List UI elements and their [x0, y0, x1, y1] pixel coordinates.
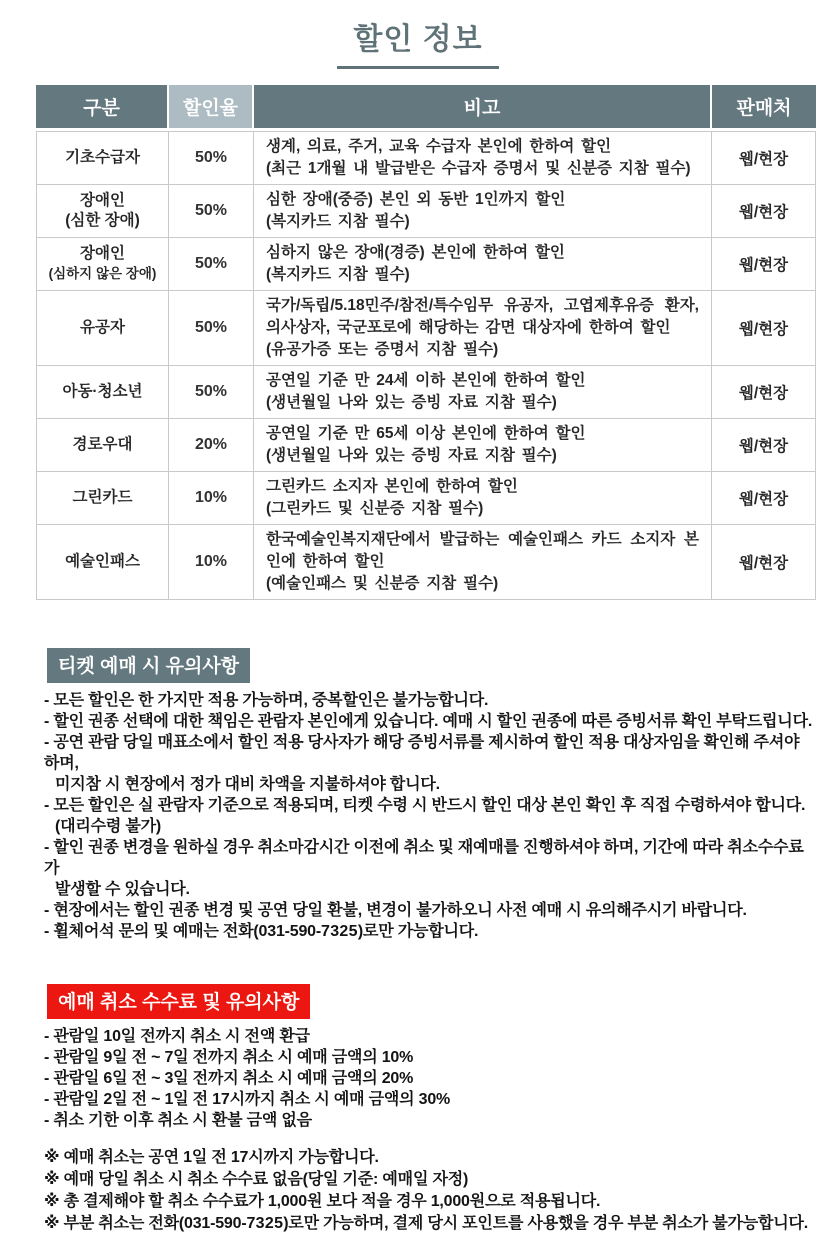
table-row [36, 291, 816, 366]
phone-line-post: )로만 가능합니다. [357, 923, 479, 940]
table-row [36, 238, 816, 291]
remark-line: (생년월일 나와 있는 증빙 자료 지참 필수) [266, 447, 557, 464]
remark-cell [254, 185, 712, 238]
rate-cell: 20% [169, 419, 254, 472]
header-remark: 비고 [254, 85, 712, 131]
ticket-notice-header: 티켓 예매 시 유의사항 [47, 648, 250, 683]
category-cell [36, 525, 169, 600]
remark-cell [254, 291, 712, 366]
remark-cell [254, 366, 712, 419]
remark-line: 심하지 않은 장애(경증) 본인에 한하여 할인 [266, 244, 565, 261]
discount-table [36, 85, 816, 600]
header-channel: 판매처 [712, 85, 816, 131]
notice-line: - 할인 권종 변경을 원하실 경우 취소마감시간 이전에 취소 및 재예매를 진행하셔야 하며, 기간에 따라 취소수수료가 [44, 839, 804, 877]
notice-line-continuation: (대리수령 불가) [55, 818, 162, 835]
table-row [36, 131, 816, 185]
rate-cell: 10% [169, 525, 254, 600]
notice-line: - 모든 할인은 실 관람자 기준으로 적용되며, 티켓 수령 시 반드시 할인 대상 본인 확인 후 직접 수령하셔야 합니다. [44, 797, 806, 814]
remark-cell [254, 238, 712, 291]
remark-line: 생계, 의료, 주거, 교육 수급자 본인에 한하여 할인 [266, 138, 612, 155]
category-cell [36, 472, 169, 525]
category-cell [36, 366, 169, 419]
category-label: 장애인 [80, 245, 125, 262]
category-label: 장애인 [80, 192, 125, 209]
channel-cell: 웹/현장 [712, 472, 816, 525]
notice-line: - 할인 권종 선택에 대한 책임은 관람자 본인에게 있습니다. 예매 시 할인 권종에 따른 증빙서류 확인 부탁드립니다. [44, 713, 813, 730]
phone-number-bold: 7325 [246, 1215, 284, 1232]
note-line: ※ 예매 취소는 공연 1일 전 17시까지 가능합니다. [44, 1149, 379, 1166]
wheelchair-phone-line [44, 921, 816, 942]
remark-line: 그린카드 소지자 본인에 한하여 할인 [266, 478, 518, 495]
phone-line-pre: - 휠체어석 문의 및 예매는 전화(031-590- [44, 923, 322, 940]
channel-cell: 웹/현장 [712, 525, 816, 600]
note-line: ※ 예매 당일 취소 시 취소 수수료 없음(당일 기준: 예매일 자정) [44, 1171, 469, 1188]
phone-line-post: )로만 가능하며, 결제 당시 포인트를 사용했을 경우 부분 취소가 불가능합니다. [283, 1215, 809, 1232]
remark-line: (복지카드 지참 필수) [266, 266, 410, 283]
channel-cell: 웹/현장 [712, 131, 816, 185]
table-row [36, 472, 816, 525]
cancel-fee-line: - 취소 기한 이후 취소 시 환불 금액 없음 [44, 1112, 312, 1129]
partial-cancel-phone-line [44, 1213, 816, 1235]
category-label: (심한 장애) [65, 212, 140, 229]
remark-line: 심한 장애(중증) 본인 외 동반 1인까지 할인 [266, 191, 566, 208]
channel-cell: 웹/현장 [712, 419, 816, 472]
remark-cell [254, 472, 712, 525]
cancel-fee-notes [44, 1147, 816, 1235]
remark-line: 한국예술인복지재단에서 발급하는 예술인패스 카드 소지자 본인에 한하여 할인 [266, 531, 699, 570]
table-row [36, 419, 816, 472]
cancel-fee-section [44, 984, 816, 1235]
category-label: 경로우대 [72, 436, 133, 453]
remark-line: (유공가증 또는 증명서 지참 필수) [266, 341, 499, 358]
cancel-fee-list [44, 1026, 816, 1131]
phone-number-bold: 7325 [321, 923, 358, 940]
remark-line: (최근 1개월 내 발급받은 수급자 증명서 및 신분증 지참 필수) [266, 160, 691, 177]
category-label: 그린카드 [72, 489, 133, 506]
channel-cell: 웹/현장 [712, 185, 816, 238]
remark-line: (복지카드 지참 필수) [266, 213, 410, 230]
channel-cell: 웹/현장 [712, 366, 816, 419]
rate-cell: 50% [169, 291, 254, 366]
remark-line: 공연일 기준 만 65세 이상 본인에 한하여 할인 [266, 425, 586, 442]
remark-cell [254, 525, 712, 600]
cancel-fee-line: - 관람일 10일 전까지 취소 시 전액 환급 [44, 1028, 310, 1045]
category-label: 기초수급자 [65, 149, 140, 166]
notice-line: - 모든 할인은 한 가지만 적용 가능하며, 중복할인은 불가능합니다. [44, 692, 489, 709]
category-cell [36, 419, 169, 472]
remark-line: 공연일 기준 만 24세 이하 본인에 한하여 할인 [266, 372, 586, 389]
remark-line: (생년월일 나와 있는 증빙 자료 지참 필수) [266, 394, 557, 411]
notice-line: - 공연 관람 당일 매표소에서 할인 적용 당사자가 해당 증빙서류를 제시하여 할인 적용 대상자임을 확인해 주셔야 하며, [44, 734, 800, 772]
remark-cell [254, 419, 712, 472]
category-label: 아동·청소년 [62, 383, 143, 400]
category-cell [36, 291, 169, 366]
channel-cell: 웹/현장 [712, 291, 816, 366]
remark-line: (예술인패스 및 신분증 지참 필수) [266, 575, 499, 592]
cancel-fee-header: 예매 취소 수수료 및 유의사항 [47, 984, 310, 1019]
header-category: 구분 [36, 85, 169, 131]
rate-cell: 50% [169, 238, 254, 291]
category-label: 유공자 [80, 319, 125, 336]
notice-line-continuation: 미지참 시 현장에서 정가 대비 차액을 지불하셔야 합니다. [55, 776, 440, 793]
remark-line: 국가/독립/5.18민주/참전/특수임무 유공자, 고엽제후유증 환자, 의사상자, 국군포로에 해당하는 감면 대상자에 한하여 할인 [266, 297, 699, 336]
rate-cell: 10% [169, 472, 254, 525]
ticket-notice-list [44, 690, 816, 942]
notice-line-continuation: 발생할 수 있습니다. [55, 881, 190, 898]
cancel-fee-line: - 관람일 6일 전 ~ 3일 전까지 취소 시 예매 금액의 20% [44, 1070, 414, 1087]
ticket-notice-section [44, 648, 816, 942]
cancel-fee-line: - 관람일 9일 전 ~ 7일 전까지 취소 시 예매 금액의 10% [44, 1049, 414, 1066]
header-rate: 할인율 [169, 85, 254, 131]
remark-cell [254, 131, 712, 185]
notice-line: - 현장에서는 할인 권종 변경 및 공연 당일 환불, 변경이 불가하오니 사전 예매 시 유의해주시기 바랍니다. [44, 902, 747, 919]
title-wrap [0, 0, 836, 69]
table-header-row [36, 85, 816, 131]
rate-cell: 50% [169, 185, 254, 238]
channel-cell: 웹/현장 [712, 238, 816, 291]
table-row [36, 185, 816, 238]
cancel-fee-line: - 관람일 2일 전 ~ 1일 전 17시까지 취소 시 예매 금액의 30% [44, 1091, 451, 1108]
category-cell [36, 131, 169, 185]
category-label: 예술인패스 [65, 553, 140, 570]
table-row [36, 525, 816, 600]
remark-line: (그린카드 및 신분증 지참 필수) [266, 500, 484, 517]
page-title: 할인 정보 [337, 14, 498, 69]
rate-cell: 50% [169, 131, 254, 185]
phone-line-pre: ※ 부분 취소는 전화(031-590- [44, 1215, 247, 1232]
category-cell [36, 185, 169, 238]
category-cell [36, 238, 169, 291]
rate-cell: 50% [169, 366, 254, 419]
category-label: (심하지 않은 장애) [48, 266, 157, 281]
table-row [36, 366, 816, 419]
note-line: ※ 총 결제해야 할 취소 수수료가 1,000원 보다 적을 경우 1,000원으로 적용됩니다. [44, 1193, 601, 1210]
